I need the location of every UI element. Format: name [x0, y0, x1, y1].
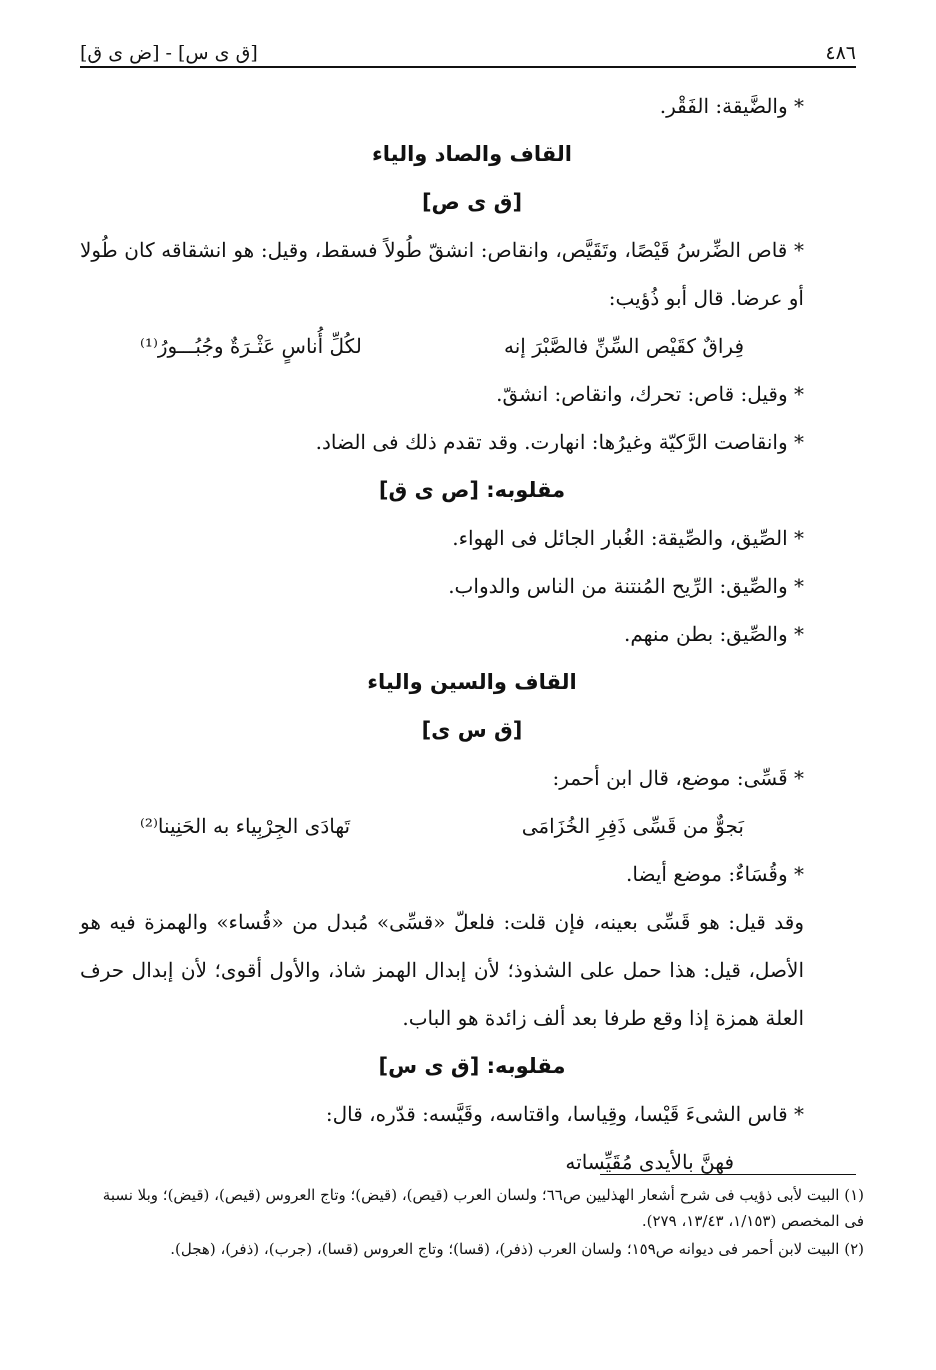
footnote: (٢) البيت لابن أحمر فى ديوانه ص١٥٩؛ ولسان العرب (ذفر)، (قسا)؛ وتاج العروس (قسا)، (جرب)، (ذفر)، (هجل). — [170, 1240, 864, 1258]
verse-second-hemistich: لكُلِّ أُناسٍ عَثْـرَةٌ وجُبُـــورُ⁽¹⁾ — [140, 334, 362, 358]
entry-line: * وانقاصت الرَّكيّة وغيرُها: انهارت. وقد تقدم ذلك فى الضاد. — [315, 430, 804, 454]
page-header — [80, 28, 856, 64]
page-number: ٤٨٦ — [825, 42, 856, 64]
entry-paragraph: * قاص الضِّرسُ قَيْصًا، وتَقَيَّص، وانقاص: انشقّ طُولاً فسقط، وقيل: هو انشقاقه كان طُولا أو عرضا. قال أبو ذُؤيب: — [80, 238, 804, 310]
entry-line: * وقُسَاءٌ: موضع أيضا. — [626, 862, 804, 886]
entry-line: * الصِّيق، والصِّيقة: الغُبار الجائل فى الهواء. — [452, 526, 804, 550]
root-heading: [ق ى ص] — [421, 190, 523, 214]
entry-line: * وقيل: قاص: تحرك، وانقاص: انشقّ. — [496, 382, 804, 406]
entry-line: * والضَّيقة: الفَقْر. — [659, 94, 804, 118]
entry-line: * والصِّيق: بطن منهم. — [623, 622, 804, 646]
verse-line: فهنَّ بالأيدى مُقَيِّساته — [565, 1150, 734, 1174]
entry-line: * قاس الشىءَ قَيْسا، وقِياسا، واقتاسه، وقَيَّسه: قدّره، قال: — [325, 1102, 804, 1126]
verse-first-hemistich: فِراقٌ كقَيْص السِّنِّ فالصَّبْرَ إنه — [504, 334, 744, 358]
entry-line: * والصِّيق: الرِّيح المُنتنة من الناس والدواب. — [448, 574, 804, 598]
verse-first-hemistich: بَجوٌّ من قَسِّى ذَفِرِ الخُزَامَى — [521, 814, 744, 838]
running-head: [ض ى ق] - [ق ى س] — [80, 42, 258, 64]
footnote-rule — [600, 1174, 856, 1175]
root-heading: [ق س ى] — [421, 718, 523, 742]
entry-paragraph: وقد قيل: هو قَسِّى بعينه، فإن قلت: فلعلّ «قسِّى» مُبدل من «قُساء» والهمزة فيه هو الأصل، قيل: هذا حمل على الشذوذ؛ لأن إبدال الهمز شاذ، والأول أقوى؛ لأن إبدال حرف العلة همزة إذا وقع طرفا بعد ألف زائدة هو الباب. — [80, 910, 804, 1030]
main-text — [80, 82, 864, 1186]
inverted-root-heading: مقلوبه: [ق ى س] — [378, 1054, 566, 1078]
header-rule — [80, 66, 856, 68]
verse-line — [80, 802, 864, 850]
section-heading: القاف والصاد والياء — [372, 142, 572, 166]
verse-line — [80, 322, 864, 370]
section-heading: القاف والسين والياء — [367, 670, 577, 694]
footnote: (١) البيت لأبى ذؤيب فى شرح أشعار الهذليين ص٦٦؛ ولسان العرب (قيص)، (قيض)؛ وتاج العروس (قيص)، (قيض)؛ وبلا نسبة فى المخصص (١/١٥٣، ١٣/٤٣، ٢٧٩). — [102, 1186, 864, 1230]
entry-line: * قَسِّى: موضع، قال ابن أحمر: — [552, 766, 804, 790]
inverted-root-heading: مقلوبه: [ص ى ق] — [378, 478, 566, 502]
verse-second-hemistich: تَهادَى الجِرْبِياء به الحَنِينا⁽²⁾ — [140, 814, 351, 838]
footnotes — [80, 1182, 864, 1264]
